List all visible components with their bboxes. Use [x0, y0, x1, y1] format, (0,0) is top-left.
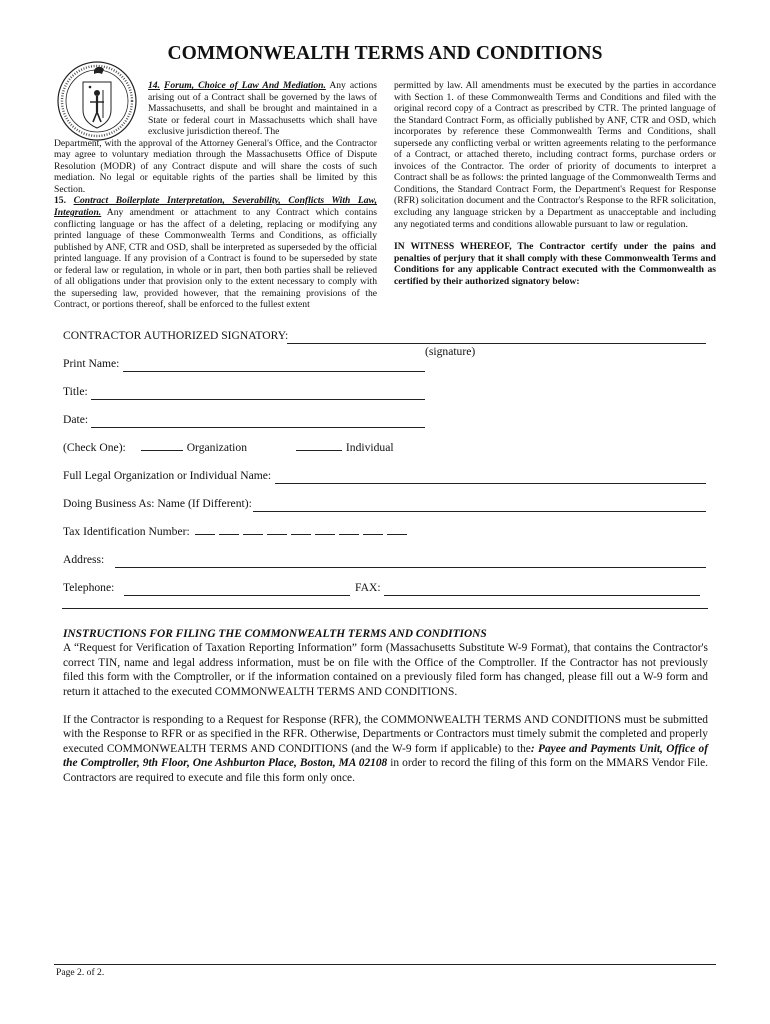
check-one-label: (Check One):: [63, 441, 126, 454]
section-14-number: 14.: [148, 80, 160, 91]
footer-divider: [54, 964, 716, 965]
address-label: Address:: [63, 553, 105, 566]
tin-digit-3[interactable]: [243, 534, 263, 535]
organization-checkbox[interactable]: [141, 450, 183, 451]
check-one-row: [63, 441, 394, 454]
section-14-opening: [148, 80, 377, 138]
dba-field[interactable]: [253, 511, 706, 512]
print-name-field[interactable]: [123, 371, 425, 372]
tin-digit-6[interactable]: [315, 534, 335, 535]
title-label: Title:: [63, 385, 88, 398]
tin-digit-1[interactable]: [195, 534, 215, 535]
tin-digit-8[interactable]: [363, 534, 383, 535]
section-15-heading: Contract Boilerplate Interpretation, Severability, Conflicts With Law, Integration.: [54, 195, 377, 219]
instructions-paragraph-1: A “Request for Verification of Taxation Reporting Information” form (Massachusetts Substitute W-9 Format), that contains the Contractor's correct TIN, name and legal address information, must be on file with the Office of the Comptroller. If the Contractor has not previously filed this form with the Comptroller, or if the information contained on a previously filed form has changed, please fill out a W-9 form and return it attached to the executed COMMONWEALTH TERMS AND CONDITIONS.: [63, 642, 708, 698]
section-14-continued: Department, with the approval of the Attorney General's Office, and the Contractor may agree to voluntary mediation through the Massachusetts Office of Dispute Resolution (MODR) of any Contract dispute and will share the costs of such mediation. No legal or equitable rights of the parties shall be limited by this Section.: [54, 137, 377, 195]
print-name-label: Print Name:: [63, 357, 120, 370]
page-number: Page 2. of 2.: [56, 967, 105, 978]
signature-field[interactable]: [287, 343, 706, 344]
tin-digit-2[interactable]: [219, 534, 239, 535]
section-14-text: Any actions arising out of a Contract shall be governed by the laws of Massachusetts, and shall be brought and maintained in a State or federal court in Massachusetts which shall have exclusive jurisdiction thereof. The: [148, 80, 377, 138]
instructions-paragraph-2-start: If the Contractor is responding to a Request for Response (RFR), the COMMONWEALTH TERMS AND CONDITIONS must be submitted with the Response to RFR or as specified in the RFR. Otherwise, Departments or Contractors must timely submit the completed and properly executed COMMONWEALTH TERMS AND CONDITIONS (and the W-9 form if applicable) to the: [63, 714, 708, 755]
individual-label: Individual: [345, 441, 394, 454]
right-column: [394, 80, 716, 287]
address-field[interactable]: [115, 567, 706, 568]
individual-checkbox[interactable]: [296, 450, 342, 451]
dba-label: Doing Business As: Name (If Different):: [63, 497, 252, 510]
section-15-text: Any amendment or attachment to any Contract which contains conflicting language or has the affect of a deleting, replacing or modifying any printed language of these Commonwealth Terms and Conditions, as officially published by ANF, CTR and OSD, shall be interpreted as superseded by the official printed language. If any provision of a Contract is found to be superseded by state or federal law or regulation, in whole or in part, then both parties shall be relieved of all obligations under that provision only to the extent necessary to comply with the superseding law, provided however, that the remaining provisions of the Contract, or portions thereof, shall be enforced to the fullest extent: [54, 207, 377, 311]
legal-name-label: Full Legal Organization or Individual Name:: [63, 469, 272, 482]
tin-row: [63, 525, 411, 538]
left-column: [54, 80, 377, 311]
fax-label: FAX:: [355, 581, 381, 594]
date-label: Date:: [63, 413, 89, 426]
instructions-heading: INSTRUCTIONS FOR FILING THE COMMONWEALTH TERMS AND CONDITIONS: [63, 628, 487, 640]
organization-label: Organization: [186, 441, 247, 454]
signatory-label: CONTRACTOR AUTHORIZED SIGNATORY:: [63, 329, 289, 342]
telephone-field[interactable]: [124, 595, 350, 596]
section-14-heading: Forum, Choice of Law And Mediation.: [163, 80, 326, 91]
instructions: [63, 627, 708, 785]
instructions-paragraph-2: [63, 713, 708, 785]
page-title: COMMONWEALTH TERMS AND CONDITIONS: [167, 43, 603, 64]
witness-statement: IN WITNESS WHEREOF, The Contractor certify under the pains and penalties of perjury that it shall comply with these Commonwealth Terms and Conditions for any applicable Contract executed with the Commonwealth as certified by their authorized signatory below:: [394, 241, 716, 287]
telephone-label: Telephone:: [63, 581, 115, 594]
instructions-paragraph-2-end: in order to record the filing of this form on the MMARS Vendor File. Contractors are required to execute and file this form only once.: [63, 757, 708, 784]
tin-digit-5[interactable]: [291, 534, 311, 535]
section-divider: [62, 608, 708, 609]
title-field[interactable]: [91, 399, 425, 400]
legal-name-field[interactable]: [275, 483, 706, 484]
fax-field[interactable]: [384, 595, 700, 596]
section-15-number: 15.: [54, 195, 66, 207]
section-15-paragraph: [54, 195, 377, 310]
date-field[interactable]: [91, 427, 425, 428]
right-column-text: permitted by law. All amendments must be executed by the parties in accordance with Section 1. of these Commonwealth Terms and Conditions and filed with the original record copy of a Contract as prescribed by CTR. The printed language of the Standard Contract Form, as officially published by ANF, CTR and OSD, which incorporates by reference these Commonwealth Terms and Conditions, shall supersede any conflicting verbal or written agreements relating to the performance of a Contract, or attached thereto, including contract forms, purchase orders or invoices of the Contractor. The order of priority of documents to interpret a Contract shall be as follows: the printed language of the Commonwealth Terms and Conditions, the Standard Contract Form, the Department's Request for Response (RFR) solicitation document and the Contractor's Response to the RFR solicitation, excluding any language stricken by a Department as unacceptable and including any negotiated terms and conditions allowable pursuant to law or regulation.: [394, 80, 716, 230]
tin-digit-4[interactable]: [267, 534, 287, 535]
signature-caption: (signature): [425, 345, 476, 358]
tin-digit-7[interactable]: [339, 534, 359, 535]
tin-label: Tax Identification Number:: [63, 525, 190, 538]
tin-digit-9[interactable]: [387, 534, 407, 535]
comptroller-address: : Payee and Payments Unit, Office of the Comptroller, 9th Floor, One Ashburton Place, Boston, MA 02108: [63, 742, 708, 770]
